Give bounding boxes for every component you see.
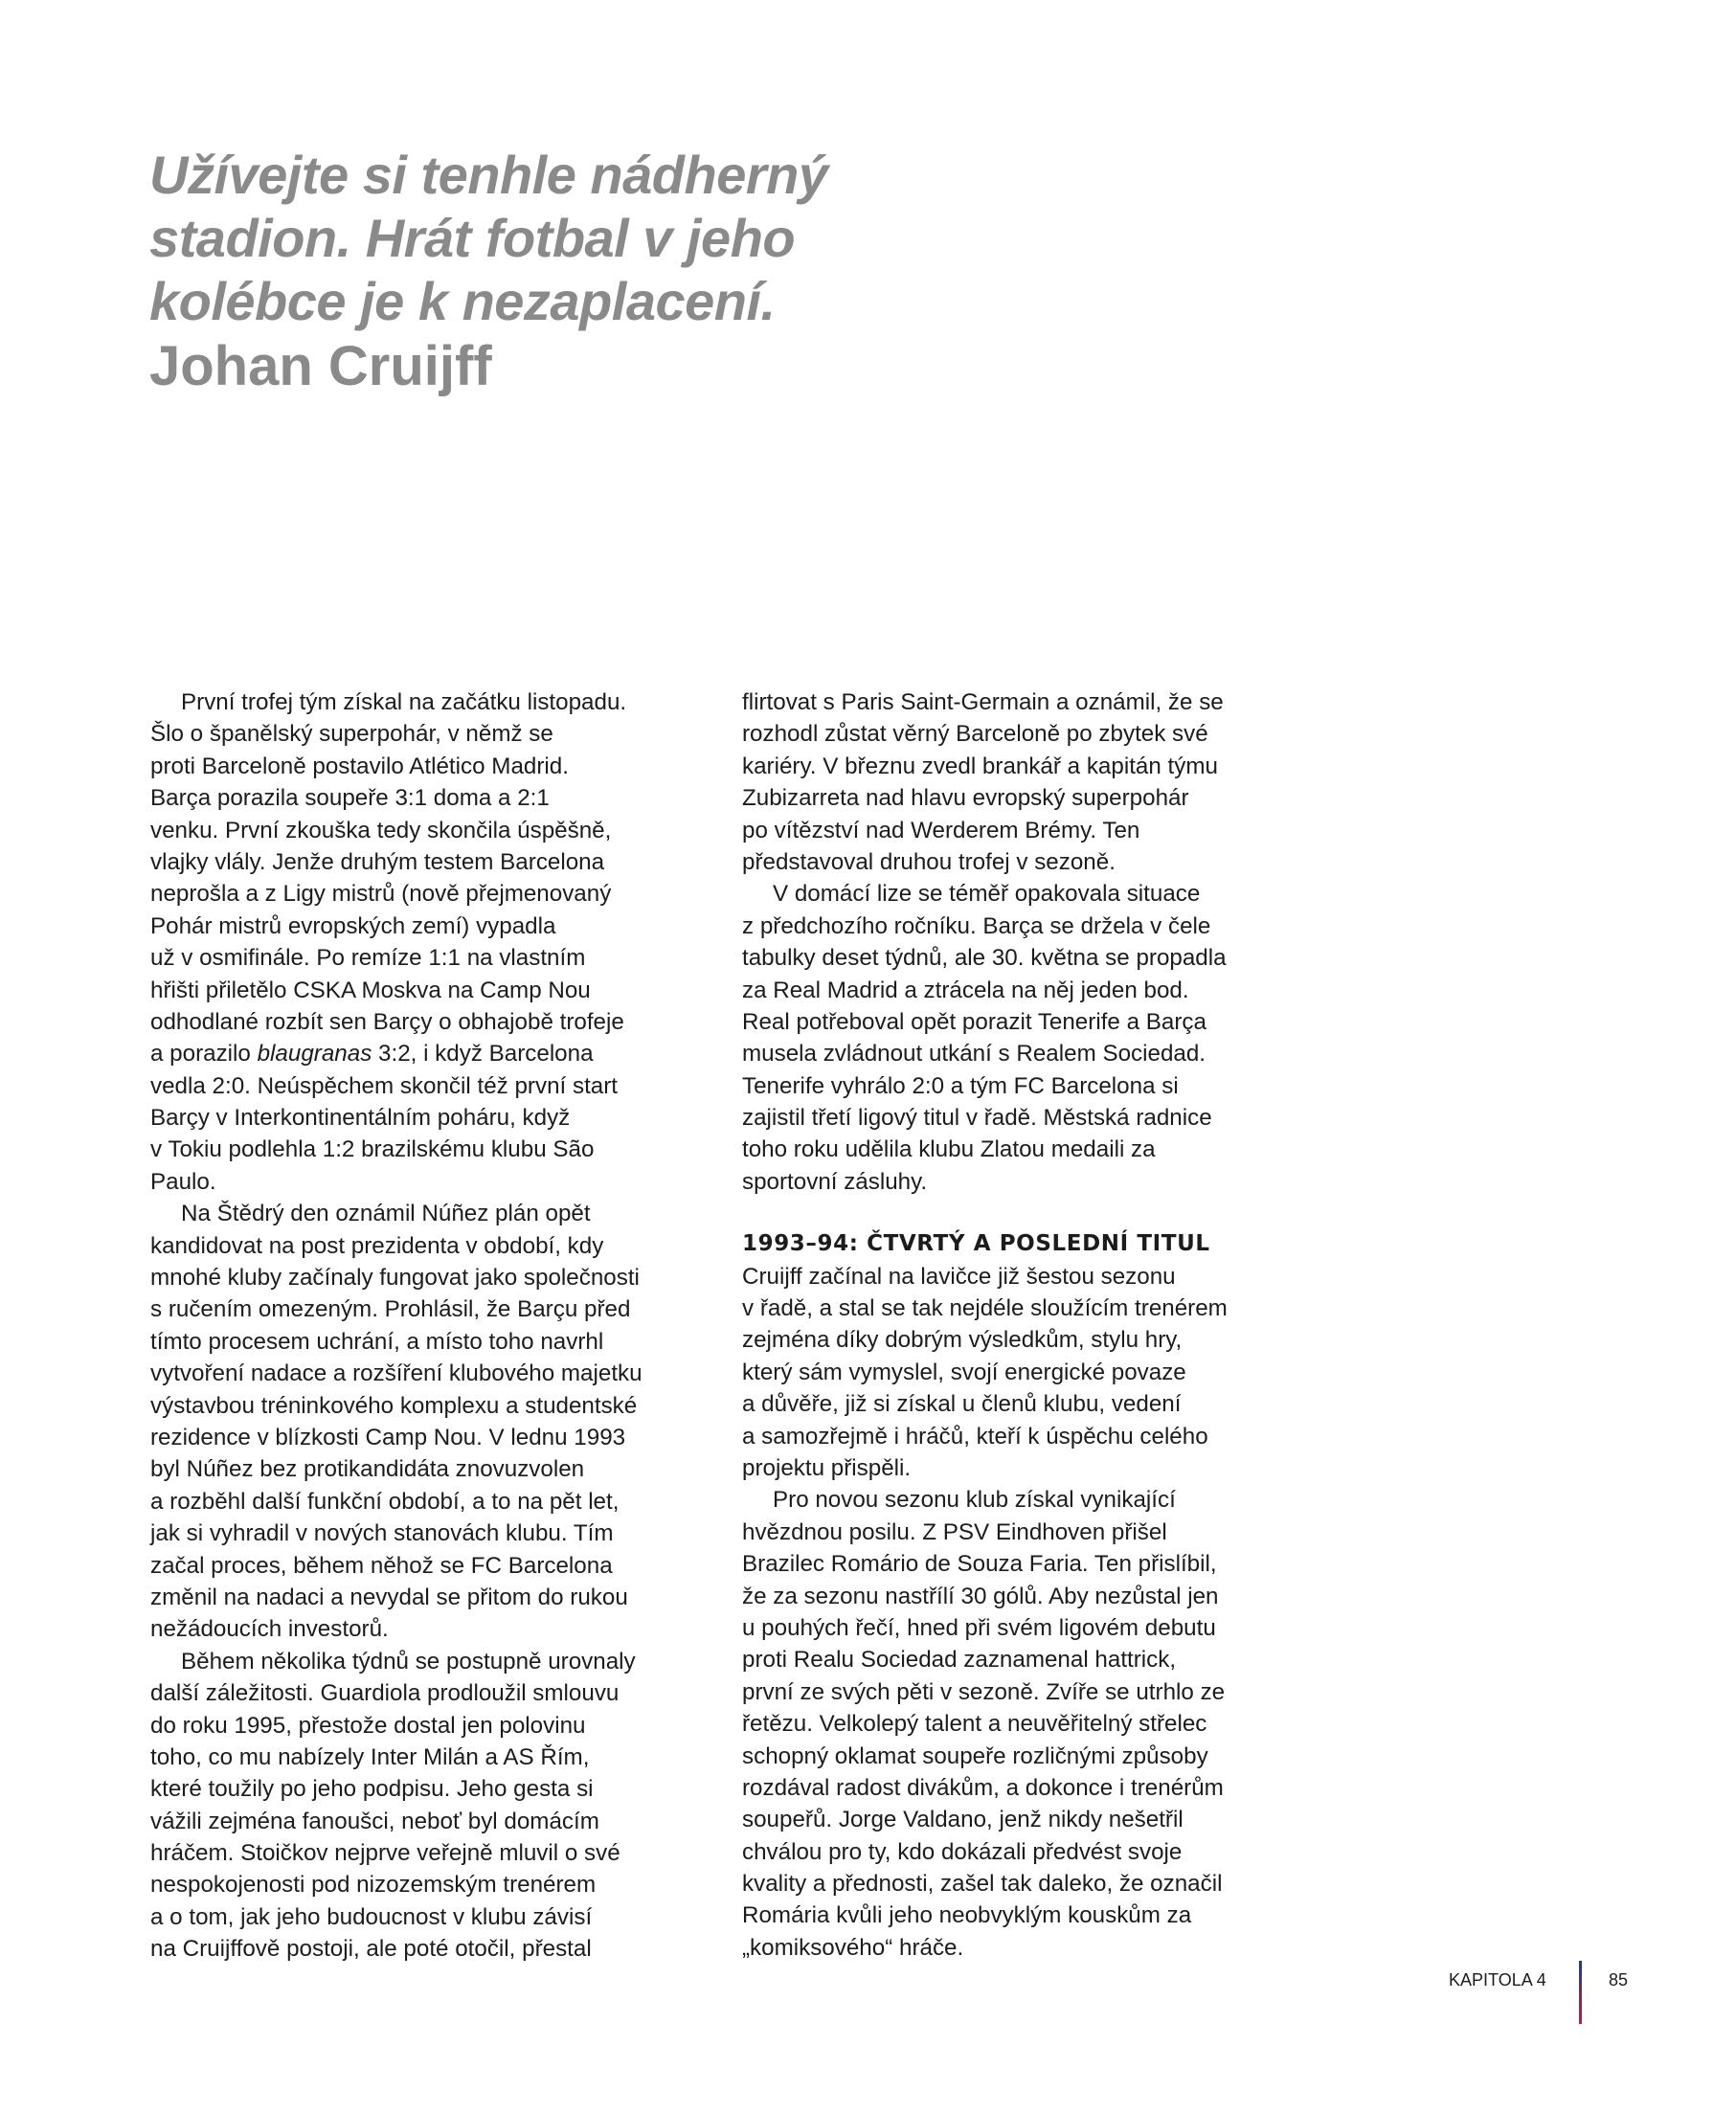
text-line: a rozběhl další funkční období, a to na pět let, <box>150 1488 620 1515</box>
text-line: po vítězství nad Werderem Brémy. Ten <box>742 817 1140 843</box>
text-line: další záležitosti. Guardiola prodloužil smlouvu <box>150 1680 620 1707</box>
text-line: soupeřů. Jorge Valdano, jenž nikdy nešetřil <box>742 1807 1184 1833</box>
italic-term: blaugranas <box>257 1041 372 1068</box>
text-line: které toužily po jeho podpisu. Jeho gesta si <box>150 1776 594 1803</box>
text-line: nespokojenosti pod nizozemským trenérem <box>150 1872 597 1899</box>
text-line: Během několika týdnů se postupně urovnaly <box>181 1648 636 1675</box>
text-line: rozhodl zůstat věrný Barceloně po zbytek své <box>742 721 1208 748</box>
text-line: za Real Madrid a ztrácela na něj jeden bod. <box>742 977 1189 1003</box>
text-line: jak si vyhradil v nových stanovách klubu. Tím <box>150 1520 614 1547</box>
text-line: výstavbou tréninkového komplexu a studentské <box>150 1392 638 1419</box>
text-line: představoval druhou trofej v sezoně. <box>742 848 1116 875</box>
text-line: Barça porazila soupeře 3:1 doma a 2:1 <box>150 785 550 812</box>
text-line: nežádoucích investorů. <box>150 1616 389 1643</box>
section-heading: 1993–94: ČTVRTÝ A POSLEDNÍ TITUL <box>742 1231 1210 1257</box>
pull-quote <box>149 144 1011 400</box>
text-line-italic-term: a porazilo blaugranas 3:2, i když Barcelona <box>150 1041 594 1068</box>
text-line: vytvoření nadace a rozšíření klubového majetku <box>150 1360 643 1387</box>
quote-line: kolébce je k nezaplacení. <box>149 271 776 331</box>
quote-line: stadion. Hrát fotbal v jeho <box>149 208 796 268</box>
text-line: a důvěře, již si získal u členů klubu, vedení <box>742 1391 1182 1418</box>
text-line: schopný oklamat soupeře rozličnými způsoby <box>742 1742 1208 1769</box>
text-line: že za sezonu nastřílí 30 gólů. Aby nezůstal jen <box>742 1583 1219 1609</box>
text-line: na Cruijffově postoji, ale poté otočil, přestal <box>150 1936 592 1963</box>
text-line: rozdával radost divákům, a dokonce i trenérům <box>742 1774 1224 1801</box>
text-line: kariéry. V březnu zvedl brankář a kapitán týmu <box>742 753 1218 779</box>
text-line: kandidovat na post prezidenta v období, kdy <box>150 1232 604 1259</box>
text-line: odhodlané rozbít sen Barçy o obhajobě trofeje <box>150 1008 624 1035</box>
text-line: Brazilec Romário de Souza Faria. Ten přislíbil, <box>742 1551 1217 1578</box>
text-line: Barçy v Interkontinentálním poháru, když <box>150 1105 571 1132</box>
text-line: tímto procesem uchrání, a místo toho navrhl <box>150 1328 604 1355</box>
text-line: byl Núñez bez protikandidáta znovuzvolen <box>150 1456 585 1483</box>
text-line: Tenerife vyhrálo 2:0 a tým FC Barcelona si <box>742 1072 1179 1099</box>
text-line: vlajky vlály. Jenže druhým testem Barcelona <box>150 848 605 875</box>
text-line: Šlo o španělský superpohár, v němž se <box>150 721 553 748</box>
text-line: chválou pro ty, kdo dokázali předvést svoje <box>742 1838 1183 1865</box>
text-line: venku. První zkouška tedy skončila úspěšně, <box>150 817 612 843</box>
chapter-label: KAPITOLA 4 <box>1449 1970 1546 1989</box>
footer-divider-bar <box>1579 1961 1582 2024</box>
text-line: a o tom, jak jeho budoucnost v klubu závisí <box>150 1903 593 1930</box>
text-line: Romária kvůli jeho neobvyklým kouskům za <box>742 1902 1192 1929</box>
text-line: s ručením omezeným. Prohlásil, že Barçu před <box>150 1296 631 1323</box>
text-line: Cruijff začínal na lavičce již šestou sezonu <box>742 1263 1176 1290</box>
text-line: zajistil třetí ligový titul v řadě. Městská radnice <box>742 1105 1212 1132</box>
text-line: neprošla a z Ligy mistrů (nově přejmenovaný <box>150 881 612 908</box>
text-line: začal proces, během něhož se FC Barcelona <box>150 1552 613 1579</box>
text-line: musela zvládnout utkání s Realem Sociedad. <box>742 1041 1206 1068</box>
text-line: v Tokiu podlehla 1:2 brazilskému klubu São <box>150 1136 595 1163</box>
text-line: První trofej tým získal na začátku listopadu. <box>181 689 627 715</box>
page-number: 85 <box>1609 1970 1629 1989</box>
text-line: z předchozího ročníku. Barça se držela v čele <box>742 912 1211 939</box>
text-line: první ze svých pěti v sezoně. Zvíře se utrhlo ze <box>742 1678 1226 1705</box>
text-line: vedla 2:0. Neúspěchem skončil též první start <box>150 1072 619 1099</box>
text-line: tabulky deset týdnů, ale 30. května se propadla <box>742 945 1227 972</box>
text-line: proti Realu Sociedad zaznamenal hattrick, <box>742 1647 1177 1674</box>
text-line: hřišti přiletělo CSKA Moskva na Camp Nou <box>150 977 591 1003</box>
text-line: mnohé kluby začínaly fungovat jako společnosti <box>150 1265 640 1292</box>
text-line: kvality a přednosti, zašel tak daleko, že označil <box>742 1871 1223 1898</box>
quote-line: Užívejte si tenhle nádherný <box>149 145 828 205</box>
text-line: a samozřejmě i hráčů, kteří k úspěchu celého <box>742 1423 1208 1450</box>
text-line: hvězdnou posilu. Z PSV Eindhoven přišel <box>742 1518 1167 1545</box>
text-line: vážili zejména fanoušci, neboť byl domácím <box>150 1808 599 1834</box>
text-line: sportovní zásluhy. <box>742 1168 928 1195</box>
quote-author: Johan Cruijff <box>149 335 492 397</box>
text-line: který sám vymyslel, svojí energické povaze <box>742 1359 1186 1385</box>
text-line: Pro novou sezonu klub získal vynikající <box>773 1487 1176 1514</box>
text-line: rezidence v blízkosti Camp Nou. V lednu 1993 <box>150 1424 626 1450</box>
text-line: toho roku udělila klubu Zlatou medaili za <box>742 1136 1156 1163</box>
text-line: V domácí lize se téměř opakovala situace <box>773 881 1201 908</box>
text-line: už v osmifinále. Po remíze 1:1 na vlastním <box>150 945 586 972</box>
left-text-column <box>150 686 706 1966</box>
text-line: „komiksového“ hráče. <box>742 1934 964 1961</box>
text-line: změnil na nadaci a nevydal se přitom do rukou <box>150 1584 628 1610</box>
text-line: řetězu. Velkolepý talent a neuvěřitelný střelec <box>742 1711 1207 1738</box>
text-line: v řadě, a stal se tak nejdéle sloužícím trenérem <box>742 1295 1228 1322</box>
text-line: flirtovat s Paris Saint-Germain a oznámil, že se <box>742 689 1224 715</box>
text-line: Zubizarreta nad hlavu evropský superpohár <box>742 785 1189 812</box>
text-line: hráčem. Stoičkov nejprve veřejně mluvil o své <box>150 1840 620 1867</box>
text-line: zejména díky dobrým výsledkům, stylu hry, <box>742 1327 1183 1354</box>
text-line: Na Štědrý den oznámil Núñez plán opět <box>181 1201 591 1227</box>
text-line: Pohár mistrů evropských zemí) vypadla <box>150 912 556 939</box>
text-line: projektu přispěli. <box>742 1454 912 1481</box>
text-line: do roku 1995, přestože dostal jen polovinu <box>150 1712 586 1739</box>
text-line: Real potřeboval opět porazit Tenerife a Barça <box>742 1008 1206 1035</box>
section-spacer <box>742 1198 1297 1228</box>
text-line: toho, co mu nabízely Inter Milán a AS Řím, <box>150 1743 590 1770</box>
text-line: proti Barceloně postavilo Atlético Madrid. <box>150 753 569 779</box>
text-line: u pouhých řečí, hned při svém ligovém debutu <box>742 1614 1216 1641</box>
text-line: Paulo. <box>150 1168 216 1195</box>
right-text-column <box>742 686 1297 1964</box>
